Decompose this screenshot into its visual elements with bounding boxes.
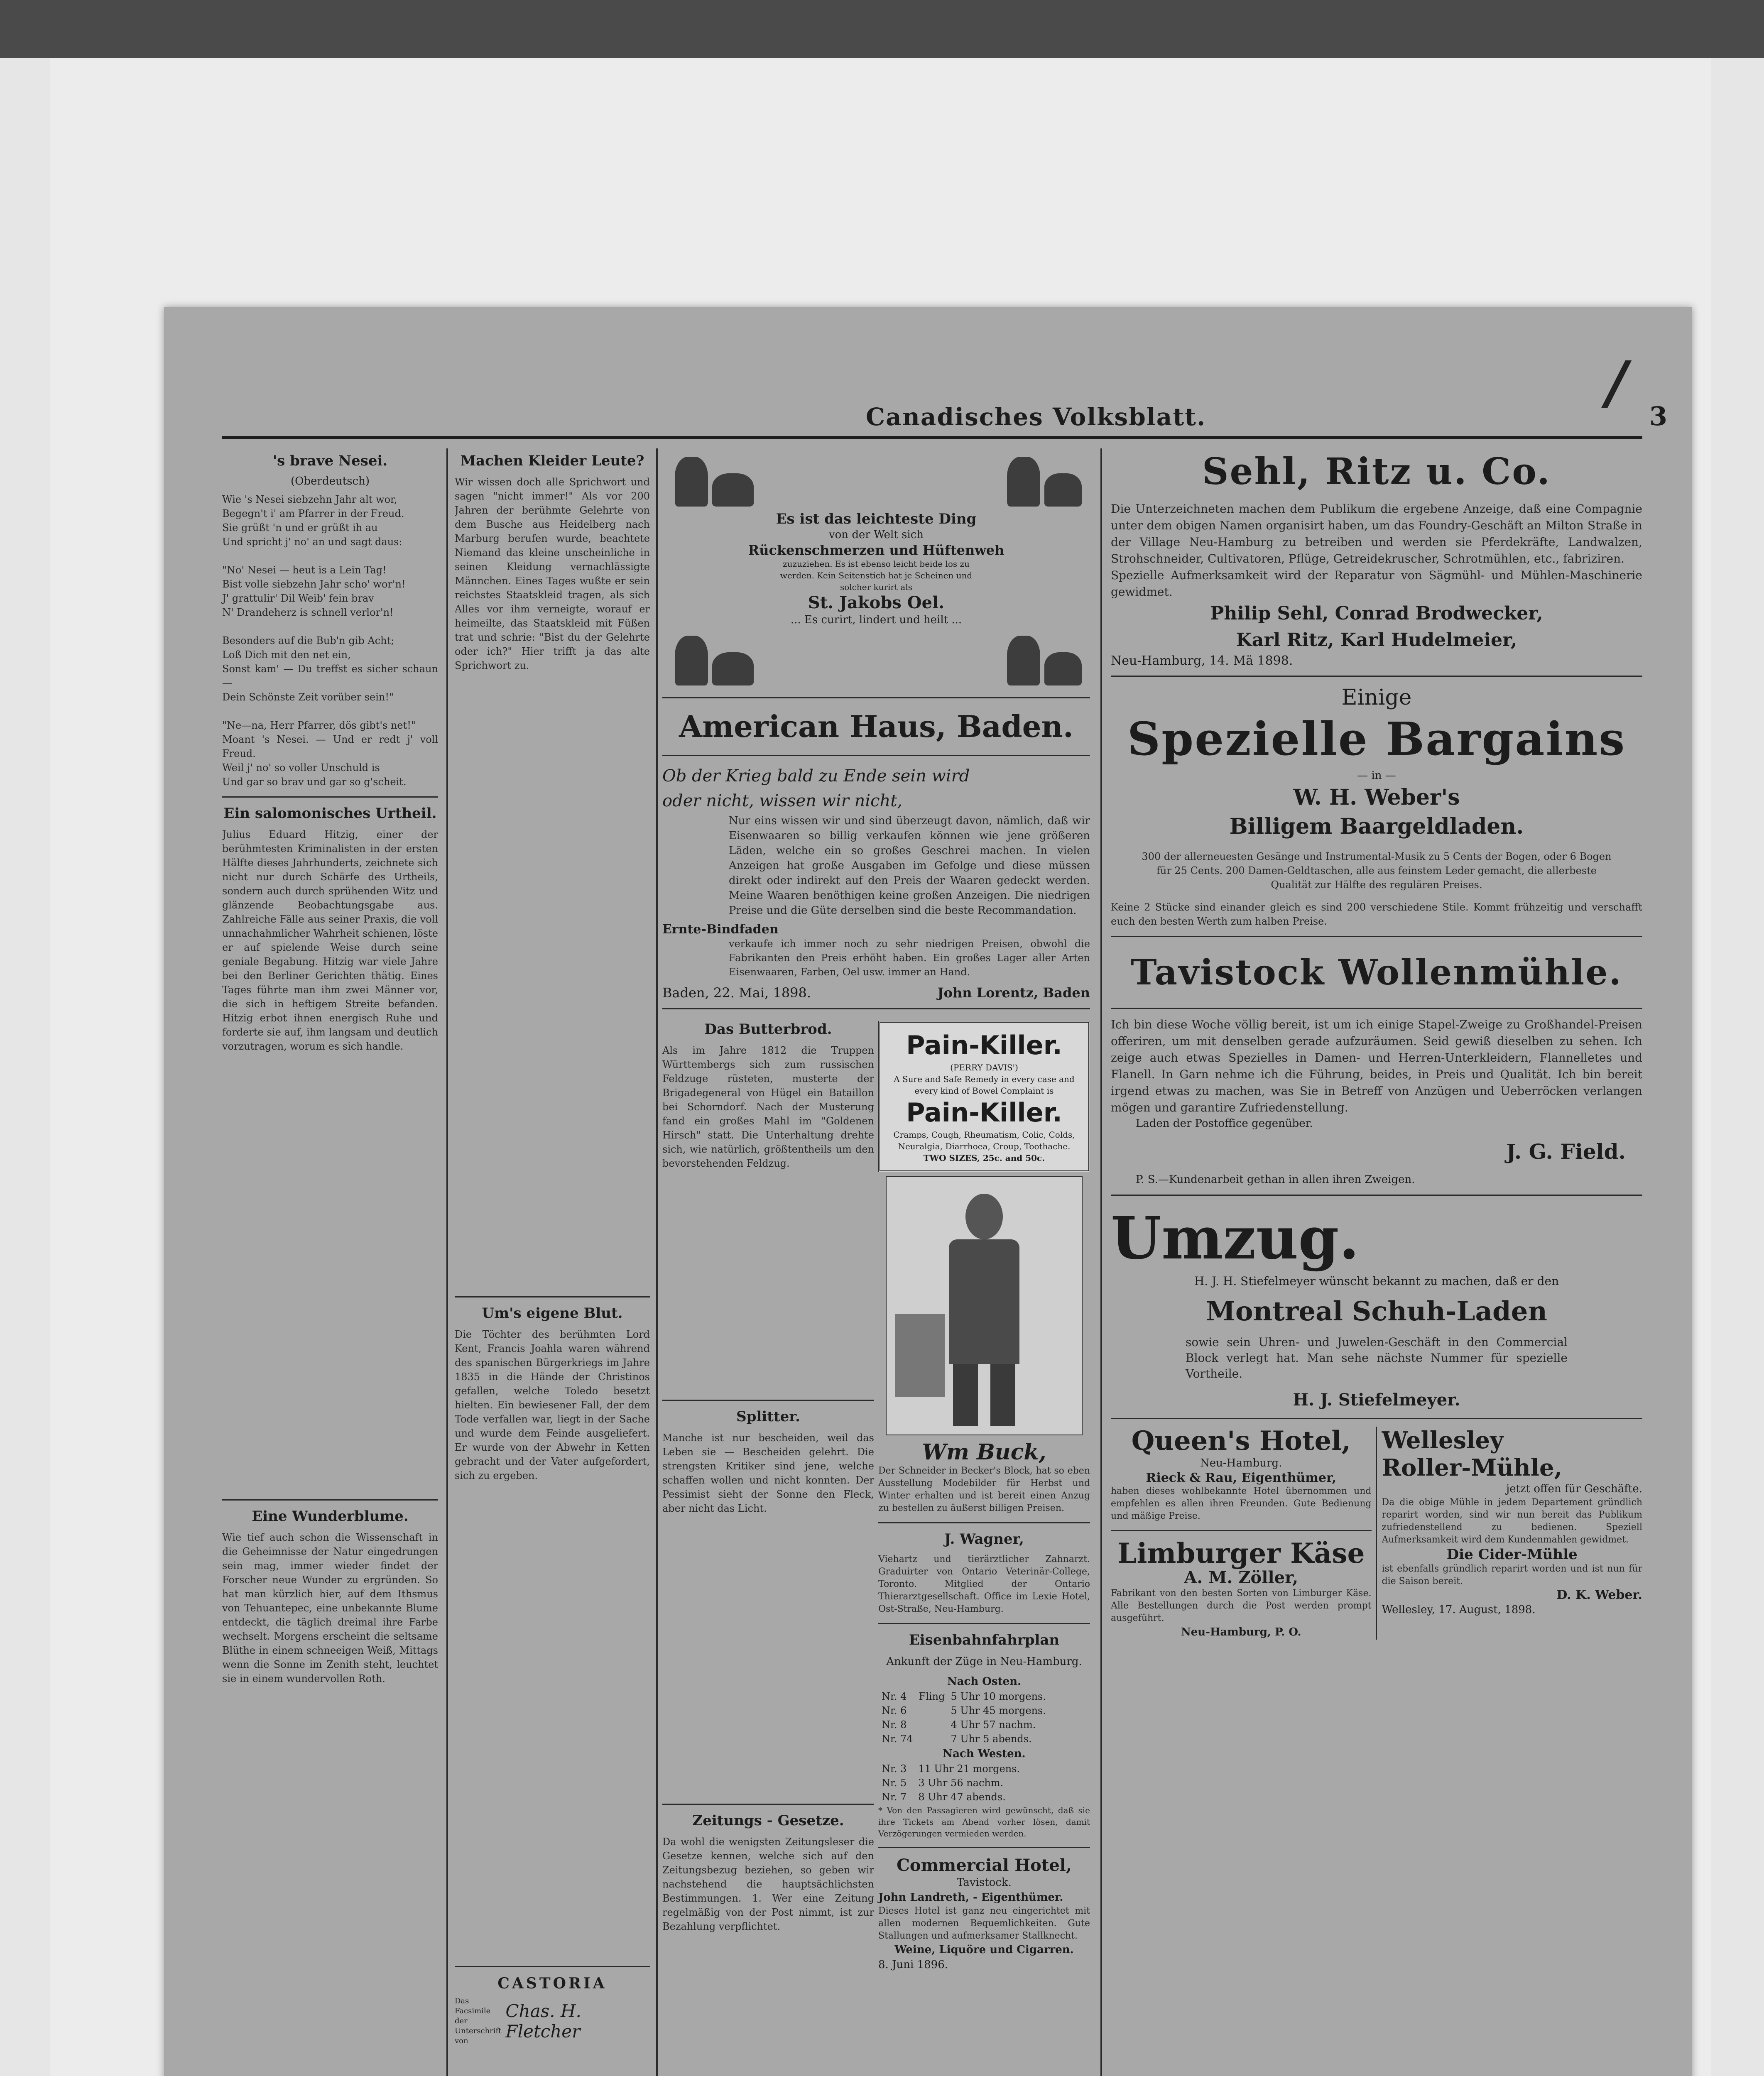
masthead-rule — [222, 436, 1642, 439]
article-title: Das Butterbrod. — [704, 1021, 832, 1038]
castoria-caption: Das Facsimile der Unterschrift von — [455, 1997, 502, 2045]
column-4 — [1111, 448, 1642, 1640]
buck-text: Der Schneider in Becker's Block, hat so eben Ausstellung Modebilder für Herbst und Winter erhalten und ist bereit einen Anzug zu bestellen zu äußerst billigen Preisen. — [878, 1466, 1090, 1513]
limburger-text: Fabrikant von den besten Sorten von Limburger Käse. Alle Bestellungen durch die Post werden prompt ausgeführt. — [1111, 1588, 1372, 1623]
painkiller-word: Pain-Killer. — [906, 1097, 1062, 1128]
timetable-west: Nach Westen. — [943, 1748, 1026, 1760]
weber-name: W. H. Weber's — [1293, 785, 1460, 810]
masthead-title: Canadisches Volksblatt. — [866, 403, 1206, 431]
queens-limburger-box — [1111, 1427, 1372, 1640]
commercial-text: Dieses Hotel ist ganz neu eingerichtet mit allen modernen Bequemlichkeiten. Gute Stallungen und aufmerksamer Stallknecht. — [878, 1906, 1090, 1941]
section-rule — [1111, 1195, 1642, 1196]
painkiller-ad — [878, 1021, 1090, 1172]
section-rule — [662, 1008, 1090, 1009]
man-leg-shape — [990, 1364, 1015, 1426]
poem-subtitle: (Oberdeutsch) — [291, 475, 370, 487]
timetable-subtitle: Ankunft der Züge in Neu-Hamburg. — [886, 1655, 1082, 1668]
montreal-text: sowie sein Uhren- und Juwelen-Geschäft in den Commercial Block verlegt hat. Man sehe nächste Nummer für spezielle Vortheile. — [1186, 1335, 1568, 1381]
timetable-note: * Von den Passagieren wird gewünscht, daß sie ihre Tickets am Abend vorher lösen, damit Verzögerungen vermieden werden. — [878, 1805, 1090, 1839]
sehl-date: Neu-Hamburg, 14. Mä 1898. — [1111, 654, 1293, 668]
commercial-date: 8. Juni 1896. — [878, 1958, 948, 1971]
ad-headline: Es ist das leichteste Ding — [776, 511, 977, 527]
sehl-text: Die Unterzeichneten machen dem Publikum die ergebene Anzeige, daß eine Compagnie unter dem obigen Namen organisirt haben, um das Foundry-Geschäft an Milton Straße in der Village Neu-Hamburg zu betreiben und werden sie Pferdekräfte, Landwalzen, Strohschneider, Cultivatoren, Pflüge, Getreidekruscher, Schrotmühlen, etc., fabriziren. — [1111, 502, 1642, 566]
tavistock-title: Tavistock Wollenmühle. — [1131, 952, 1622, 993]
column-divider — [1100, 448, 1102, 2076]
poem-line: Und gar so brav und gar so g'scheit. — [222, 776, 407, 788]
commercial-drinks: Weine, Liquöre und Cigarren. — [894, 1944, 1074, 1956]
poem-line: Sonst kam' — Du treffst es sicher schaun — — [222, 663, 438, 689]
wellesley-title: Roller-Mühle, — [1382, 1454, 1563, 1481]
poem-title: 's brave Nesei. — [272, 453, 388, 469]
col3-left — [662, 1017, 874, 1972]
section-rule — [662, 697, 1090, 698]
article-title: Ein salomonisches Urtheil. — [223, 805, 437, 822]
workbench-shape — [895, 1314, 945, 1397]
ernte-title: Ernte-Bindfaden — [662, 922, 779, 937]
sehl-names: Karl Ritz, Karl Hudelmeier, — [1236, 629, 1517, 651]
timetable-east: Nach Osten. — [947, 1675, 1022, 1688]
timetable-west-table — [878, 1761, 1023, 1804]
worker-engraving-icon — [662, 448, 762, 511]
wagner-name: J. Wagner, — [944, 1531, 1024, 1547]
section-rule — [662, 1400, 874, 1401]
tailor-illustration — [886, 1176, 1083, 1435]
table-row: Nr. 4 Fling 5 Uhr 10 morgens. — [882, 1691, 1046, 1702]
table-row: Nr. 7 8 Uhr 47 abends. — [882, 1791, 1006, 1803]
section-rule — [1111, 936, 1642, 937]
cider-title: Die Cider-Mühle — [1446, 1546, 1578, 1563]
bargains-title: Spezielle Bargains — [1127, 712, 1626, 766]
article-body: Wie tief auch schon die Wissenschaft in die Geheimnisse der Natur eingedrungen sein mag, immer wieder findet der Forscher neue Wunder zu ergründen. So hat man kürzlich hier, auf dem Ithsmus von Tehuantepec, eine unbekannte Blume entdeckt, die täglich dreimal ihre Farbe wechselt. Morgens erscheint die seltsame Blüthe in einem schneeigen Weiß, Mittags wenn die Sonne im Zenith steht, leuchtet sie in einem wundervollen Roth. — [222, 1532, 438, 1684]
column-3 — [662, 448, 1090, 1972]
section-rule — [878, 1847, 1090, 1848]
american-haus-title: American Haus, Baden. — [679, 709, 1073, 744]
castoria-signature: Chas. H. Fletcher — [505, 2001, 581, 2042]
painkiller-sub: (PERRY DAVIS') — [950, 1062, 1018, 1072]
weber-items: 300 der allerneuesten Gesänge und Instrumental-Musik zu 5 Cents der Bogen, oder 6 Bogen für 25 Cents. 200 Damen-Geldtaschen, alle aus feinstem Leder gemacht, die allerbeste Qualität zur Hälfte des regulären Preises. — [1142, 851, 1612, 891]
poem-line: Und spricht j' no' an und sagt daus: — [222, 536, 402, 548]
poem-line: Moant 's Nesei. — Und er redt j' voll Freud. — [222, 734, 438, 759]
col3-right — [878, 1017, 1090, 1972]
cider-text: ist ebenfalls gründlich reparirt worden und ist nun für die Saison bereit. — [1382, 1564, 1642, 1586]
ad-line: Rückenschmerzen und Hüftenweh — [748, 542, 1004, 558]
sehl-names: Philip Sehl, Conrad Brodwecker, — [1210, 603, 1543, 624]
section-rule — [222, 796, 438, 798]
wellesley-date: Wellesley, 17. August, 1898. — [1382, 1604, 1536, 1616]
section-rule — [1111, 1418, 1642, 1419]
table-row: Nr. 5 3 Uhr 56 nachm. — [882, 1777, 1004, 1789]
american-lead: Ob der Krieg bald zu Ende sein wird — [662, 766, 970, 786]
einige-label: Einige — [1341, 685, 1412, 710]
page-number: 3 — [1649, 401, 1667, 431]
article-body: Julius Eduard Hitzig, einer der berühmtesten Kriminalisten in der ersten Hälfte dieses Jahrhunderts, zeichnete sich nicht nur durch Schärfe des Urtheils, sondern auch durch sprühenden Witz und glänzende Beobachtungsgabe aus. Zahlreiche Fälle aus seiner Praxis, die voll unnachahmlicher Wahrheit schienen, löste er auf spielende Weise durch seine geniale Begabung. Hitzig war viele Jahre bei den Berliner Gerichten thätig. Eines Tages führte man ihm zwei Männer vor, die sich in heftigem Streite befanden. Hitzig erbot ihnen energisch Ruhe und forderte sie auf, ihm langsam und deutlich vorzutragen, worum es sich handle. — [222, 829, 438, 1052]
wellesley-subtitle: jetzt offen für Geschäfte. — [1506, 1483, 1642, 1495]
montreal-sign: H. J. Stiefelmeyer. — [1293, 1390, 1460, 1410]
queens-place: Neu-Hamburg. — [1200, 1457, 1282, 1469]
newspaper-page — [164, 307, 1692, 2076]
worker-engraving-icon — [662, 627, 762, 690]
poem-line: Begegn't i' am Pfarrer in der Freud. — [222, 508, 404, 519]
wellesley-sign: D. K. Weber. — [1556, 1588, 1642, 1602]
poem-line: J' grattulir' Dil Weib' fein brav — [222, 592, 374, 604]
article-body: Da wohl die wenigsten Zeitungsleser die Gesetze kennen, welche sich auf den Zeitungsbezug beziehen, so geben wir nachstehend die hauptsächlichsten Bestimmungen. 1. Wer eine Zeitung regelmäßig von der Post nimmt, ist zur Bezahlung verpflichtet. — [662, 1836, 874, 1932]
column-2 — [455, 448, 650, 2046]
weber-footer: Keine 2 Stücke sind einander gleich es sind 200 verschiedene Stile. Kommt frühzeitig und verschafft euch den besten Werth zum halben Preise. — [1111, 901, 1642, 927]
section-rule — [662, 1804, 874, 1805]
handwritten-mark: / — [1605, 349, 1627, 417]
section-rule — [222, 1499, 438, 1501]
american-body: Nur eins wissen wir und sind überzeugt davon, nämlich, daß wir Eisenwaaren so billig verkaufen können wie jene größeren Läden, welche ein so großes Geschrei machen. In vielen Anzeigen hat große Ausgaben im Gefolge und diese müssen direkt oder indirekt auf den Preis der Waaren gedeckt werden. Meine Waaren benöthigen keine großen Anzeigen. Die niedrigen Preise und die Güte derselben sind die beste Recommandation. — [729, 815, 1090, 917]
table-row: Nr. 8 4 Uhr 57 nachm. — [882, 1719, 1036, 1731]
commercial-place: Tavistock. — [957, 1876, 1012, 1889]
timetable-east-table — [878, 1689, 1049, 1746]
queens-title: Queen's Hotel, — [1131, 1425, 1351, 1457]
ernte-body: verkaufe ich immer noch zu sehr niedrigen Preisen, obwohl die Fabrikanten den Preis erhöht haben. Ein großes Lager aller Arten Eisenwaaren, Farben, Oel usw. immer an Hand. — [729, 938, 1090, 978]
poem-line: Dein Schönste Zeit vorüber sein!" — [222, 691, 394, 703]
worker-engraving-icon — [990, 627, 1090, 690]
american-lead: oder nicht, wissen wir nicht, — [662, 791, 903, 810]
weber-store: Billigem Baargeldladen. — [1229, 814, 1524, 839]
poem-line: N' Drandeherz is schnell verlor'n! — [222, 607, 394, 618]
painkiller-small: A Sure and Safe Remedy in every case and every kind of Bowel Complaint is — [894, 1074, 1075, 1096]
commercial-owner: John Landreth, - Eigenthümer. — [878, 1891, 1063, 1904]
sehl-text-2: Spezielle Aufmerksamkeit wird der Reparatur von Sägmühl- und Mühlen-Maschinerie gewidmet. — [1111, 568, 1642, 599]
sehl-title: Sehl, Ritz u. Co. — [1202, 450, 1551, 493]
poem-line: Sie grüßt 'n und er grüßt ih au — [222, 522, 378, 534]
poem-line: Weil j' no' so voller Unschuld is — [222, 762, 380, 774]
table-row: Nr. 3 11 Uhr 21 morgens. — [882, 1763, 1020, 1775]
ad-product: St. Jakobs Oel. — [808, 593, 945, 612]
ad-engravings-top — [662, 448, 1090, 511]
article-body: Wir wissen doch alle Sprichwort und sagen "nicht immer!" Als vor 200 Jahren der berühmte Gelehrte von dem Busche aus Heidelberg nach Marburg berufen wurde, beachtete Niemand das kleine unscheinliche in seinen Kleidung vernachlässigte Männchen. Eines Tages wußte er sein reichstes Staatskleid tragen, als sich Alles vor ihm verneigte, worauf er heimeilte, das Staatskleid mit Füßen trat und schrie: "Bist du der Gelehrte oder ich?" Hier trifft ja das alte Sprichwort zu. — [455, 476, 650, 671]
buck-name: Wm Buck, — [922, 1439, 1046, 1465]
article-title: Um's eigene Blut. — [482, 1305, 623, 1322]
article-body: Manche ist nur bescheiden, weil das Leben sie — Bescheiden gelehrt. Die strengsten Kritiker sind jene, welche schaffen wollen und nicht konnten. Der Pessimist sieht der Sonne den Fleck, aber nicht das Licht. — [662, 1432, 874, 1514]
man-head-shape — [965, 1194, 1003, 1239]
poem-line: "No' Nesei — heut is a Lein Tag! — [222, 564, 387, 576]
queens-text: haben dieses wohlbekannte Hotel übernommen und empfehlen es allen ihren Freunden. Gute Bedienung und mäßige Preise. — [1111, 1486, 1372, 1521]
ad-line: zuzuziehen. Es ist ebenso leicht beide los zu werden. Kein Seitenstich hat je Scheinen und solcher kurirt als — [780, 559, 973, 592]
article-title: Machen Kleider Leute? — [460, 453, 644, 469]
article-body: Als im Jahre 1812 die Truppen Württembergs sich zum russischen Feldzuge rüsteten, musterte der Brigadegeneral von Hügel ein Bataillon bei Schorndorf. Nach der Musterung fand ein großes Mahl im "Goldenen Hirsch" statt. Die Unterhaltung drehte sich, wie natürlich, größtentheils um den bevorstehenden Feldzug. — [662, 1045, 874, 1169]
ad-engravings-bottom — [662, 627, 1090, 690]
man-leg-shape — [953, 1364, 978, 1426]
in-label: — in — — [1357, 769, 1396, 782]
article-title: Eine Wunderblume. — [252, 1508, 409, 1525]
article-title: Splitter. — [736, 1408, 800, 1425]
american-date: Baden, 22. Mai, 1898. — [662, 985, 811, 1001]
poem-line: "Ne—na, Herr Pfarrer, dös gibt's net!" — [222, 720, 416, 731]
section-rule — [662, 755, 1090, 756]
commercial-title: Commercial Hotel, — [897, 1856, 1072, 1875]
section-rule — [1111, 1530, 1372, 1531]
painkiller-word: Pain-Killer. — [906, 1030, 1062, 1060]
limburger-title: Limburger Käse — [1117, 1537, 1365, 1569]
section-rule — [1111, 676, 1642, 677]
painkiller-list: Cramps, Cough, Rheumatism, Colic, Colds, Neuralgia, Diarrhoea, Croup, Toothache. — [893, 1130, 1075, 1151]
wellesley-box — [1376, 1427, 1643, 1640]
wellesley-text: Da die obige Mühle in jedem Departement gründlich reparirt worden, sind wir nun bereit das Publikum zufriedenstellend zu bedienen. Speziell Aufmerksamkeit wird dem Kundenmahlen gewidmet. — [1382, 1497, 1642, 1545]
ad-line: von der Welt sich — [828, 529, 924, 541]
man-body-shape — [949, 1239, 1019, 1364]
poem-line: Loß Dich mit den net ein, — [222, 649, 351, 661]
poem-line: Bist volle siebzehn Jahr scho' wor'n! — [222, 578, 406, 590]
wellesley-title: Wellesley — [1382, 1427, 1504, 1454]
scanner-top-bar — [0, 0, 1764, 58]
worker-engraving-icon — [990, 448, 1090, 511]
tavistock-text-2: Laden der Postoffice gegenüber. — [1136, 1117, 1313, 1130]
table-row: Nr. 6 5 Uhr 45 morgens. — [882, 1705, 1046, 1716]
table-row: Nr. 74 7 Uhr 5 abends. — [882, 1733, 1032, 1745]
limburger-name: A. M. Zöller, — [1184, 1568, 1298, 1587]
poem-line: Wie 's Nesei siebzehn Jahr alt wor, — [222, 494, 397, 505]
tavistock-text: Ich bin diese Woche völlig bereit, ist um ich einige Stapel-Zweige zu Großhandel-Preisen offeriren, um mit denselben gerade aufzuräumen. Seid gewiß dieselben zu sehen. Ich zeige auch etwas Spezielles in Damen- und Herren-Unterkleidern, Flannelletes und Flanell. In Garn nehme ich die Führung, beides, in Preis und Qualität. Ich bin bereit irgend etwas zu machen, was Sie in Betreff von Anzügen und Ueberröcken verlangen mögen und garantire Zufriedenstellung. — [1111, 1018, 1642, 1114]
article-body: Die Töchter des berühmten Lord Kent, Francis Joahla waren während des spanischen Bürgerkriegs im Jahre 1835 in die Hände der Christinos gefallen, welche Toledo besetzt hielten. Ein bewiesener Fall, der dem Tode verfallen war, liegt in der Sache und wurde dem Feinde ausgeliefert. Er wurde von der Abwehr in Ketten gebracht und der Vater aufgefordert, sich zu ergeben. — [455, 1329, 650, 1481]
umzug-text: H. J. H. Stiefelmeyer wünscht bekannt zu machen, daß er den — [1194, 1274, 1559, 1288]
column-divider — [446, 448, 448, 2076]
american-signature: John Lorentz, Baden — [937, 985, 1090, 1001]
article-title: Zeitungs - Gesetze. — [692, 1812, 844, 1829]
poem-line: Besonders auf die Bub'n gib Acht; — [222, 635, 394, 646]
castoria-brand: CASTORIA — [497, 1975, 607, 1992]
tavistock-ps: P. S.—Kundenarbeit gethan in allen ihren Zweigen. — [1136, 1173, 1415, 1186]
umzug-title: Umzug. — [1111, 1204, 1360, 1273]
column-divider — [656, 448, 658, 2076]
poem — [222, 492, 438, 789]
section-rule — [878, 1522, 1090, 1523]
queens-owners: Rieck & Rau, Eigenthümer, — [1146, 1471, 1337, 1485]
section-rule — [878, 1623, 1090, 1624]
section-rule — [455, 1296, 650, 1298]
montreal-title: Montreal Schuh-Laden — [1206, 1296, 1547, 1327]
section-rule — [1111, 1008, 1642, 1009]
ad-tagline: ... Es curirt, lindert und heilt ... — [790, 614, 962, 626]
column-1 — [222, 448, 438, 1686]
section-rule — [455, 1966, 650, 1967]
masthead — [222, 403, 1692, 432]
tavistock-sign: J. G. Field. — [1506, 1139, 1626, 1164]
wagner-text: Viehartz und tierärztlicher Zahnarzt. Graduirter von Ontario Veterinär-College, Toronto. Mitglied der Ontario Thierarztgesellschaft. Office im Lexie Hotel, Ost-Straße, Neu-Hamburg. — [878, 1554, 1090, 1614]
timetable-title: Eisenbahnfahrplan — [909, 1632, 1060, 1648]
painkiller-price: TWO SIZES, 25c. and 50c. — [923, 1153, 1045, 1163]
limburger-place: Neu-Hamburg, P. O. — [1181, 1626, 1301, 1638]
